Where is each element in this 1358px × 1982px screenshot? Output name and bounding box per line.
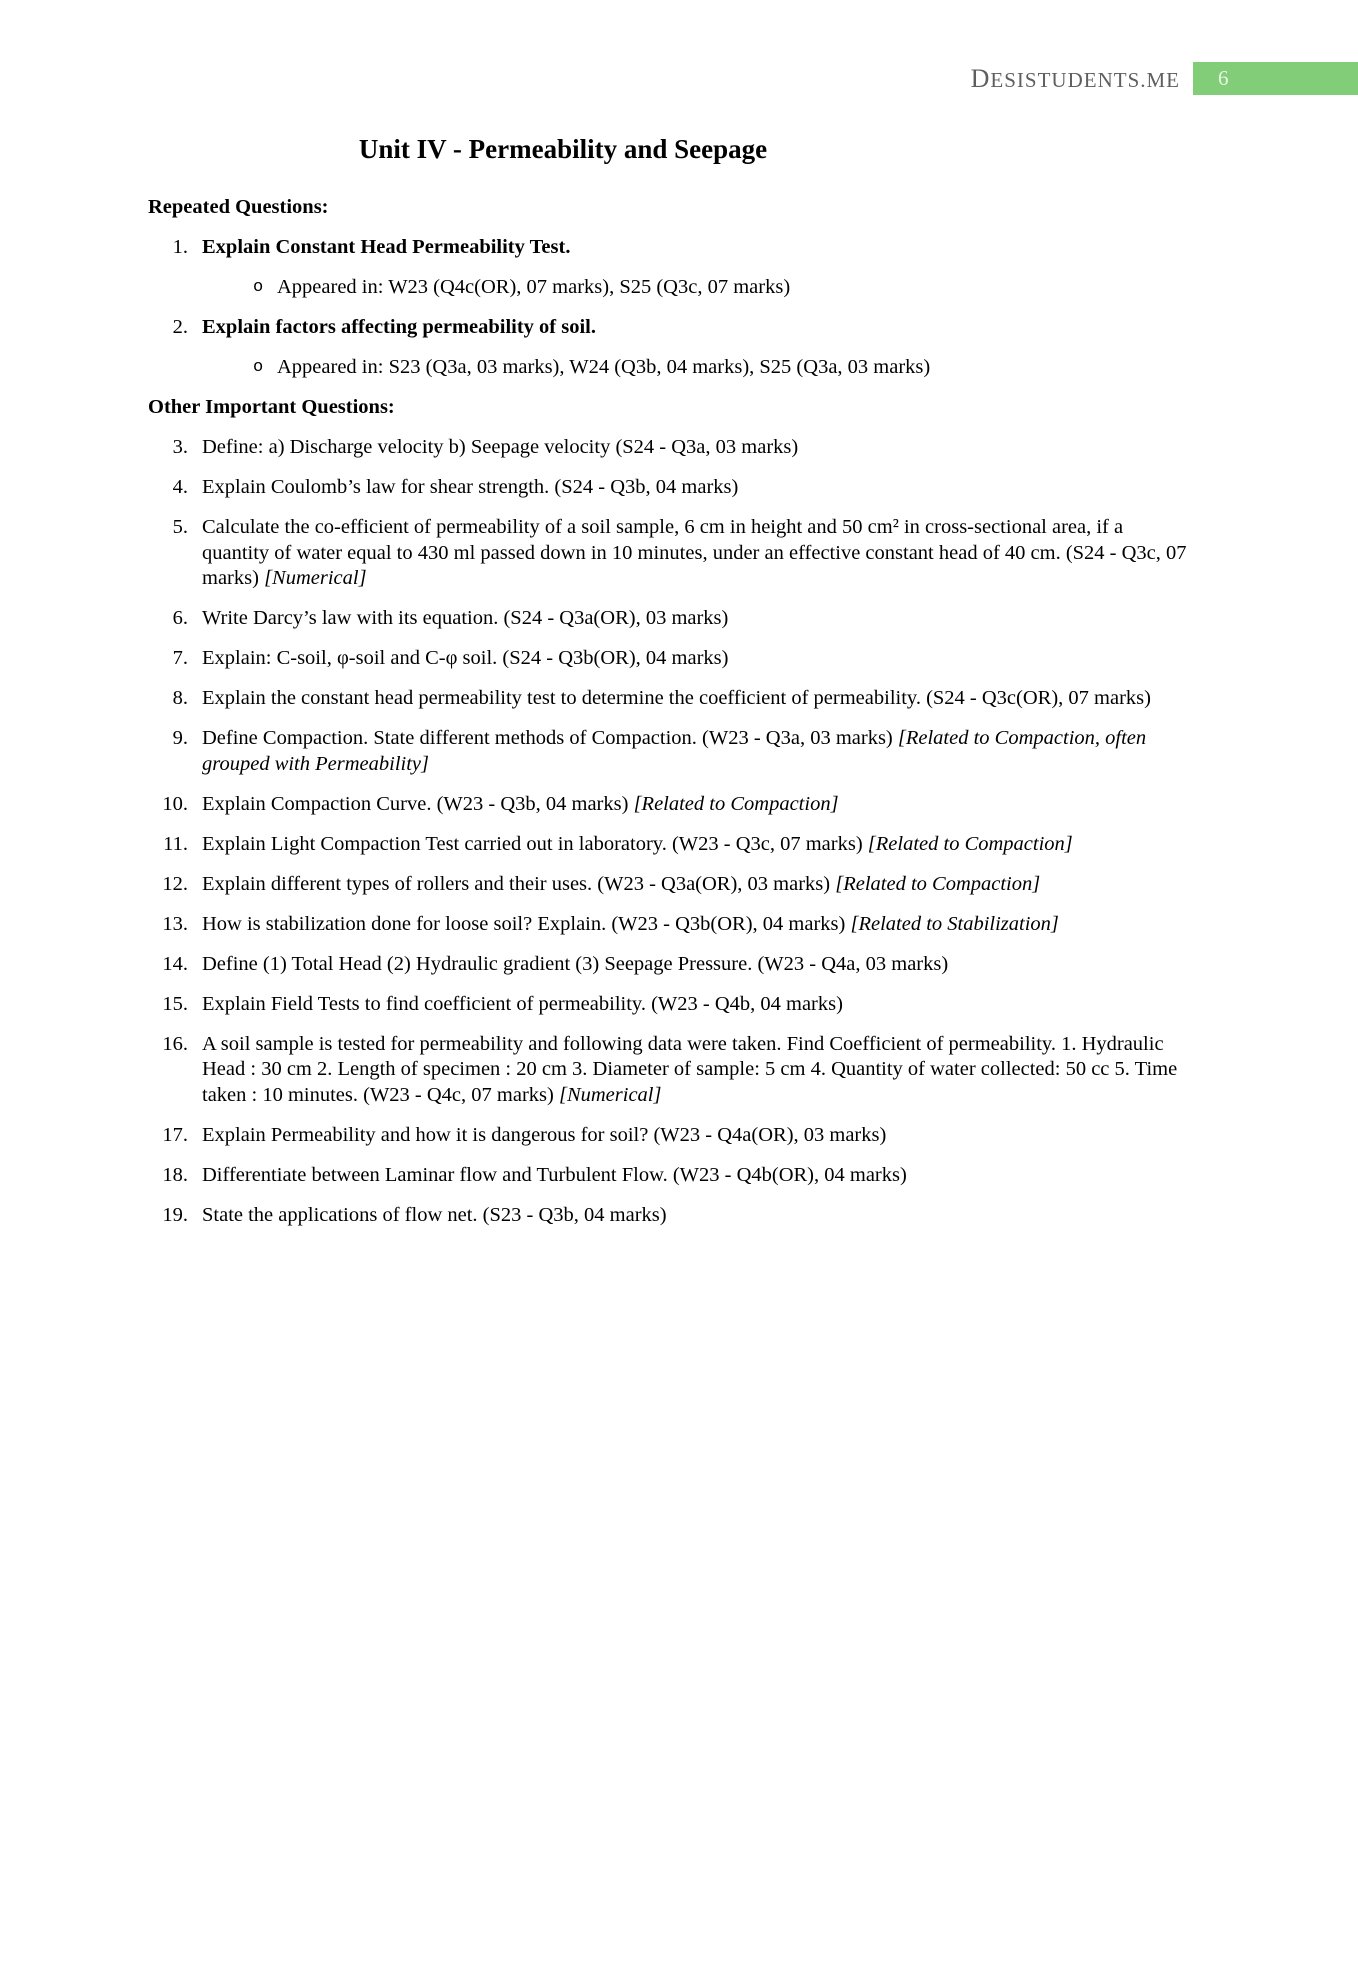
question-text (202, 646, 1193, 672)
question-number: 1. (172, 236, 188, 258)
question-item (148, 792, 1193, 818)
question-number: 10. (162, 792, 188, 815)
document-body (148, 195, 1193, 1228)
question-text (202, 726, 1193, 777)
question-text-segment: Explain Constant Head Permeability Test. (202, 236, 571, 258)
section-heading: Other Important Questions: (148, 396, 395, 418)
question-text (202, 832, 1193, 858)
question-text-segment: Explain: C-soil, φ-soil and C-φ soil. (S24 - Q3b(OR), 04 marks) (202, 647, 729, 669)
question-text-segment: Explain factors affecting permeability of soil. (202, 316, 597, 338)
question-text (202, 872, 1193, 898)
question-number: 2. (172, 316, 188, 338)
question-text-segment: Define: a) Discharge velocity b) Seepage velocity (S24 - Q3a, 03 marks) (202, 436, 799, 458)
question-item (148, 912, 1193, 938)
question-text-segment: Explain different types of rollers and their uses. (W23 - Q3a(OR), 03 marks) (202, 872, 836, 895)
question-text-segment: [Related to Compaction] (867, 832, 1073, 855)
question-item (148, 606, 1193, 632)
question-text-segment: [Related to Stabilization] (850, 912, 1059, 935)
question-number: 9. (172, 727, 188, 749)
question-text-segment: A soil sample is tested for permeability and following data were taken. Find Coefficient of permeability. 1. Hydraulic Head : 30 cm 2. Length of specimen : 20 cm 3. Diameter of sample: 5 cm 4. Quantity of water collected: 50 cc 5. Time taken : 10 minutes. (W23 - Q4c, 07 marks) (202, 1032, 1178, 1106)
appeared-in-bullet (148, 275, 1193, 301)
question-number: 8. (172, 687, 188, 709)
question-number: 5. (172, 516, 188, 538)
question-text (202, 686, 1193, 712)
page-number: 6 (1218, 66, 1229, 90)
question-number: 6. (172, 607, 188, 629)
question-number: 15. (162, 992, 188, 1015)
page-number-badge (1193, 62, 1358, 95)
question-number: 13. (162, 912, 188, 935)
question-number: 14. (162, 952, 188, 975)
question-item (148, 646, 1193, 672)
question-item (148, 992, 1193, 1018)
question-text (202, 1123, 1193, 1149)
appeared-in-text: Appeared in: S23 (Q3a, 03 marks), W24 (Q3b, 04 marks), S25 (Q3a, 03 marks) (277, 356, 931, 378)
question-text-segment: Explain Coulomb’s law for shear strength. (S24 - Q3b, 04 marks) (202, 476, 739, 498)
question-text-segment: State the applications of flow net. (S23 - Q3b, 04 marks) (202, 1203, 667, 1226)
question-item (148, 1163, 1193, 1189)
question-item (148, 515, 1193, 592)
question-number: 18. (162, 1163, 188, 1186)
question-item (148, 1123, 1193, 1149)
question-text-segment: Explain Light Compaction Test carried out in laboratory. (W23 - Q3c, 07 marks) (202, 832, 868, 855)
question-item (148, 686, 1193, 712)
question-text-segment: Differentiate between Laminar flow and Turbulent Flow. (W23 - Q4b(OR), 04 marks) (202, 1163, 907, 1186)
question-item (148, 1032, 1193, 1109)
question-item (148, 726, 1193, 777)
bullet-marker: o (253, 358, 264, 377)
question-text (202, 792, 1193, 818)
question-text-segment: Explain Permeability and how it is dangerous for soil? (W23 - Q4a(OR), 03 marks) (202, 1123, 887, 1146)
question-number: 12. (162, 872, 188, 895)
question-item (148, 832, 1193, 858)
question-text-segment: Write Darcy’s law with its equation. (S24 - Q3a(OR), 03 marks) (202, 607, 729, 629)
question-text-segment: Define Compaction. State different methods of Compaction. (W23 - Q3a, 03 marks) (202, 727, 898, 749)
question-text-segment: [Related to Compaction] (835, 872, 1041, 895)
question-text-segment: Explain Field Tests to find coefficient of permeability. (W23 - Q4b, 04 marks) (202, 992, 843, 1015)
section-heading: Repeated Questions: (148, 196, 329, 218)
question-text-segment: [Numerical] (264, 567, 367, 589)
question-item (148, 872, 1193, 898)
appeared-in-bullet (148, 355, 1193, 381)
question-number: 19. (162, 1203, 188, 1226)
question-item (148, 315, 1193, 341)
question-item (148, 475, 1193, 501)
question-text (202, 606, 1193, 632)
question-number: 17. (162, 1123, 188, 1146)
question-number: 16. (162, 1032, 188, 1055)
question-item (148, 235, 1193, 261)
question-text (202, 475, 1193, 501)
question-item (148, 1203, 1193, 1229)
question-text (202, 315, 1193, 341)
question-text-segment: Calculate the co-efficient of permeability of a soil sample, 6 cm in height and 50 cm² in cross-sectional area, if a quantity of water equal to 430 ml passed down in 10 minutes, under an effective constant head of 40 cm. (S24 - Q3c, 07 marks) (202, 516, 1187, 589)
page-title: Unit IV - Permeability and Seepage (358, 134, 768, 164)
question-text-segment: [Numerical] (558, 1083, 662, 1106)
question-text (202, 992, 1193, 1018)
question-text (202, 1203, 1193, 1229)
question-item (148, 435, 1193, 461)
question-text-segment: Define (1) Total Head (2) Hydraulic gradient (3) Seepage Pressure. (W23 - Q4a, 03 marks) (202, 952, 949, 975)
question-text-segment: How is stabilization done for loose soil? Explain. (W23 - Q3b(OR), 04 marks) (202, 912, 851, 935)
question-text (202, 515, 1193, 592)
appeared-in-text: Appeared in: W23 (Q4c(OR), 07 marks), S25 (Q3c, 07 marks) (277, 276, 791, 298)
site-watermark-label: DESISTUDENTS.ME (970, 63, 1180, 93)
page-header (0, 62, 1358, 95)
question-number: 4. (172, 476, 188, 498)
question-item (148, 952, 1193, 978)
question-text-segment: Explain Compaction Curve. (W23 - Q3b, 04 marks) (202, 792, 634, 815)
question-text (202, 952, 1193, 978)
question-number: 7. (172, 647, 188, 669)
question-sections (148, 195, 1193, 1228)
question-text-segment: [Related to Compaction, often grouped with Permeability] (202, 727, 1147, 775)
question-text-segment: [Related to Compaction] (633, 792, 839, 815)
question-number: 11. (163, 832, 188, 855)
bullet-marker: o (253, 278, 264, 297)
question-text (202, 1163, 1193, 1189)
question-text (202, 235, 1193, 261)
question-text (202, 912, 1193, 938)
question-text (202, 435, 1193, 461)
question-text (202, 1032, 1193, 1109)
question-text-segment: Explain the constant head permeability test to determine the coefficient of permeability. (S24 - Q3c(OR), 07 marks) (202, 687, 1151, 709)
question-number: 3. (172, 436, 188, 458)
